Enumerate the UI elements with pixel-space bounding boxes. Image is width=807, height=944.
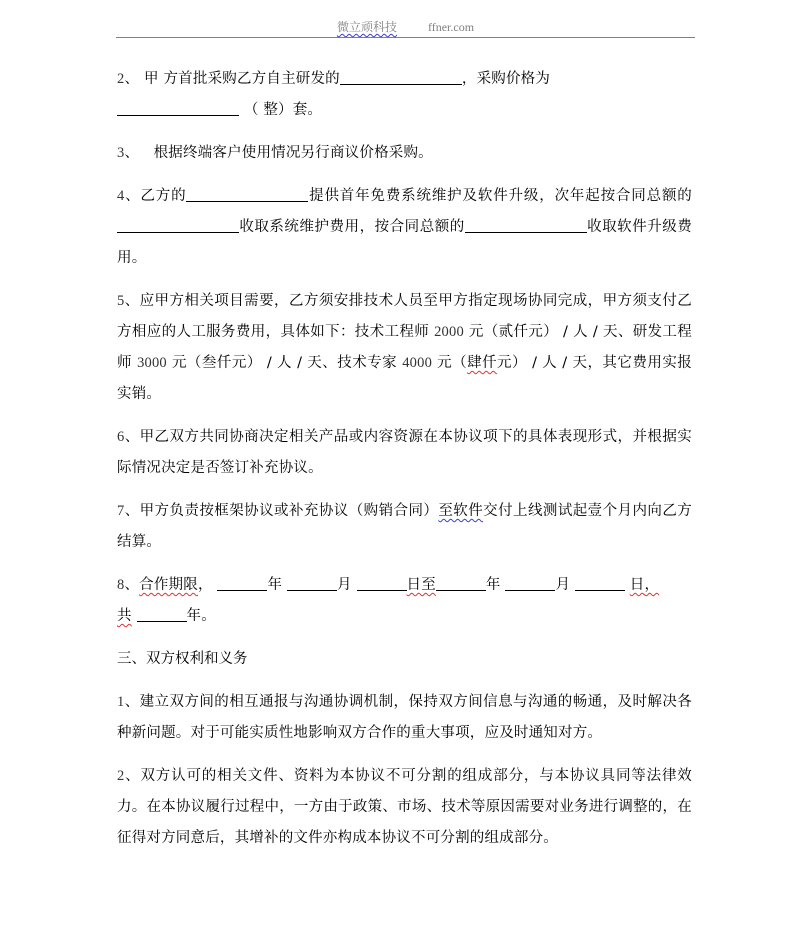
page-header [116, 18, 695, 38]
clause-text: （ 整）套。 [243, 102, 323, 118]
clause-8 [117, 570, 692, 632]
section3-clause-1 [117, 687, 692, 749]
clause-number: 3 [117, 145, 125, 161]
clause-text: 提供首年免费系统维护及软件升级，次年起按合同总额的 [308, 188, 692, 204]
grammar-flag: 至软件 [438, 503, 484, 519]
label-year-end: 年。 [186, 608, 216, 624]
label-day [630, 577, 659, 593]
fill-blank-start-month[interactable] [287, 576, 337, 592]
clause-text: 应甲方相关项目需要，乙方须安排技术人员至甲方指定现场协同完成，甲方须支付乙方相应的人工服务费用，具体如下：技术工程师 [117, 293, 692, 340]
clause-separator: 、 [124, 577, 140, 593]
fill-blank-upgrade-rate[interactable] [465, 218, 587, 234]
clause-text: 乙方的 [140, 188, 187, 204]
clause-text: 交付上线测试起壹个月内向乙方结算。 [117, 503, 692, 550]
clause-separator: 、 [124, 694, 140, 710]
clause-2 [117, 64, 692, 126]
fill-blank-product[interactable] [340, 70, 462, 86]
label-year: 年 [485, 577, 501, 593]
clause-7 [117, 496, 692, 558]
clause-separator: 、 [124, 71, 140, 87]
clause-text: 元（ [432, 355, 468, 371]
clause-text: 甲 方首批采购乙方自主研发的 [139, 71, 340, 87]
clause-text: 甲乙双方共同协商决定相关产品或内容资源在本协议项下的具体表现形式，并根据实际情况决定是否签订补充协议。 [117, 429, 692, 476]
clause-4 [117, 181, 692, 274]
clause-text: ，采购价格为 [461, 71, 551, 87]
fee-developer: 3000 [137, 355, 167, 371]
clause-text: ， [197, 577, 213, 593]
clause-separator: 、 [124, 768, 141, 784]
clause-5 [117, 286, 692, 410]
fill-blank-start-day[interactable] [357, 576, 407, 592]
label-day-to: 日至 [406, 577, 436, 593]
fill-blank-end-day[interactable] [575, 576, 625, 592]
clause-text: 双方认可的相关文件、资料为本协议不可分割的组成部分，与本协议具同等法律效力。在本协议履行过程中，一方由于政策、市场、技术等原因需要对业务进行调整的，在征得对方同意后，其增补的文件亦构成本协议不可分割的组成部分。 [117, 768, 692, 846]
clause-number: 6 [117, 429, 125, 445]
clause-text: 收取系统维护费用，按合同总额的 [239, 219, 465, 235]
document-body [117, 64, 692, 866]
clause-text: 元） / 人 / 天，其它费用实报实销。 [117, 355, 693, 402]
label-year: 年 [267, 577, 283, 593]
fill-blank-total-years[interactable] [137, 607, 187, 623]
clause-number: 1 [117, 694, 125, 710]
section-heading: 三、双方权利和义务 [117, 651, 248, 667]
fee-engineer: 2000 [434, 324, 464, 340]
fill-blank-start-year[interactable] [217, 576, 267, 592]
fill-blank-price[interactable] [117, 101, 239, 117]
clause-3 [117, 138, 692, 169]
clause-text: 建立双方间的相互通报与沟通协调机制，保持双方间信息与沟通的畅通，及时解决各种新问题。对于可能实质性地影响双方合作的重大事项，应及时通知对方。 [117, 694, 692, 741]
fill-blank-party[interactable] [186, 187, 308, 203]
clause-text: 甲方负责按框架协议或补充协议（购销合同） [139, 503, 439, 519]
header-domain: ffner.com [427, 20, 475, 34]
clause-text: 根据终端客户使用情况另行商议价格采购。 [139, 145, 433, 161]
clause-separator: 、 [124, 188, 141, 204]
label-month: 月 [337, 577, 352, 593]
fill-blank-end-month[interactable] [505, 576, 555, 592]
label-month: 月 [555, 577, 571, 593]
clause-separator: 、 [124, 429, 140, 445]
clause-number: 4 [117, 188, 125, 204]
label-day-text: 日 [629, 577, 645, 593]
label-comma: ， [644, 577, 660, 593]
clause-6 [117, 422, 692, 484]
clause-separator: 、 [124, 145, 140, 161]
clause-number: 2 [117, 71, 125, 87]
header-brand: 微立顽科技 [336, 20, 397, 34]
section3-clause-2 [117, 761, 692, 854]
clause-number: 2 [117, 768, 125, 784]
label-total: 共 [117, 608, 132, 624]
clause-separator: 、 [124, 293, 140, 309]
fee-expert: 4000 [402, 355, 433, 371]
clause-text: 元（贰仟元） / 人 / 天、研发工程师 [117, 324, 692, 371]
clause-text: 收取软件升级费用。 [117, 219, 692, 266]
spelling-flag: 合作期限 [139, 577, 198, 593]
fill-blank-end-year[interactable] [436, 576, 486, 592]
clause-separator: 、 [124, 503, 140, 519]
clause-text: 元（叁仟元） / 人 / 天、技术专家 [166, 355, 403, 371]
clause-number: 5 [117, 293, 125, 309]
spelling-flag: 肆仟 [467, 355, 498, 371]
clause-number: 7 [117, 503, 125, 519]
clause-number: 8 [117, 577, 125, 593]
fill-blank-maintenance-rate[interactable] [117, 218, 239, 234]
